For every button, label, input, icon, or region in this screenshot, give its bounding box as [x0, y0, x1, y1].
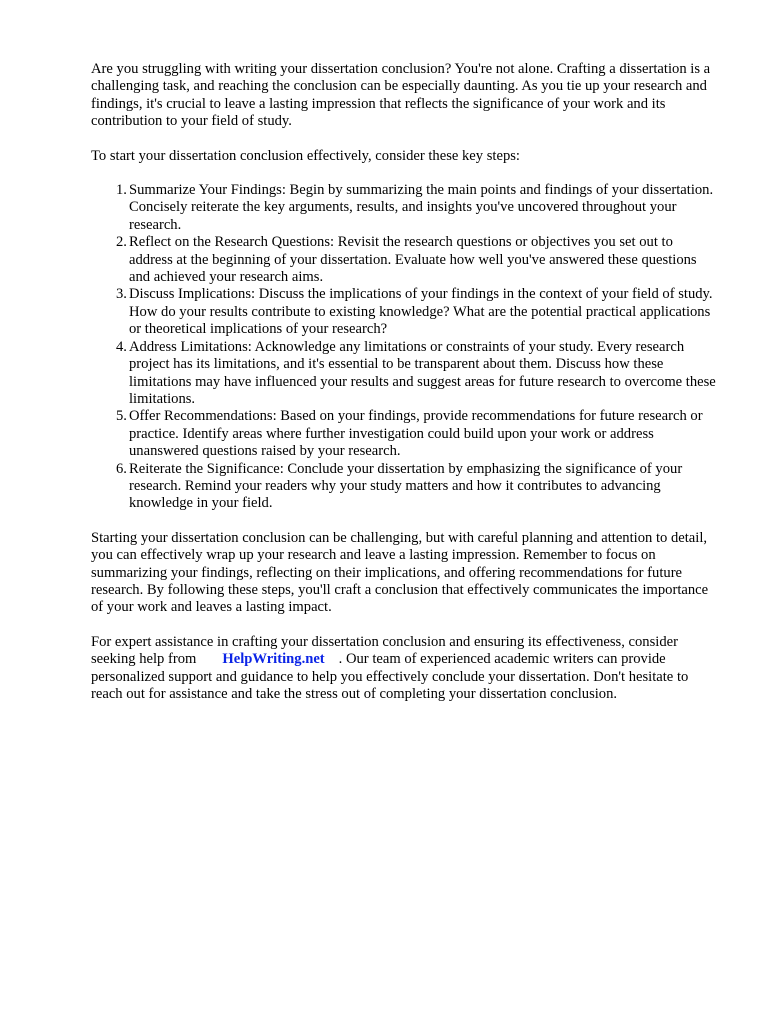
list-item-text: Address Limitations: Acknowledge any limitations or constraints of your study. Every research project has its limitations, and it's essential to be transparent about them. Discuss how these limitations may have influenced your results and suggest areas for future research to overcome these limitations.	[129, 338, 716, 407]
list-item	[91, 182, 723, 234]
steps-intro-paragraph: To start your dissertation conclusion effectively, consider these key steps:	[91, 147, 520, 164]
assistance-text-before: For expert assistance in crafting your dissertation conclusion and ensuring its effectiveness, consider seeking help from	[91, 633, 678, 668]
list-item	[91, 234, 723, 286]
list-item-text: Reflect on the Research Questions: Revisit the research questions or objectives you set out to address at the beginning of your dissertation. Evaluate how well you've answered these questions and achieved your research aims.	[129, 234, 697, 286]
list-item-number: 6.	[116, 460, 127, 477]
list-item-text: Discuss Implications: Discuss the implications of your findings in the context of your field of study. How do your results contribute to existing knowledge? What are the potential practical applications or theoretical implications of your research?	[129, 286, 713, 338]
list-item-number: 4.	[116, 338, 127, 355]
list-item-number: 5.	[116, 408, 127, 425]
closing-paragraph: Starting your dissertation conclusion can be challenging, but with careful planning and attention to detail, you can effectively wrap up your research and leave a lasting impression. Remember to focus on summarizing your findings, reflecting on their implications, and offering recommendations for future research. By following these steps, you'll craft a conclusion that effectively communicates the importance of your work and leaves a lasting impact.	[91, 529, 709, 616]
steps-list	[91, 182, 723, 513]
list-item-number: 3.	[116, 286, 127, 303]
list-item-text: Summarize Your Findings: Begin by summarizing the main points and findings of your dissertation. Concisely reiterate the key arguments, results, and insights you've uncovered throughout your research.	[129, 182, 714, 233]
helpwriting-link[interactable]: HelpWriting.net	[222, 651, 325, 668]
list-item-text: Offer Recommendations: Based on your findings, provide recommendations for future research or practice. Identify areas where further investigation could build upon your work or address unanswered questions raised by your research.	[129, 408, 703, 460]
list-item	[91, 286, 723, 338]
assistance-text-after: . Our team of experienced academic writers can provide personalized support and guidance to help you effectively conclude your dissertation. Don't hesitate to reach out for assistance and take the stress out of completing your dissertation conclusion.	[91, 651, 689, 702]
list-item-number: 1.	[116, 182, 127, 199]
document-page	[91, 61, 723, 720]
list-item	[91, 461, 723, 513]
list-item	[91, 339, 723, 409]
list-item-number: 2.	[116, 234, 127, 251]
intro-paragraph: Are you struggling with writing your dissertation conclusion? You're not alone. Crafting a dissertation is a challenging task, and reaching the conclusion can be especially daunting. As you tie up your research and findings, it's crucial to leave a lasting impression that reflects the significance of your work and its contribution to your field of study.	[91, 61, 711, 130]
list-item	[91, 408, 723, 460]
assistance-paragraph	[91, 634, 723, 704]
list-item-text: Reiterate the Significance: Conclude your dissertation by emphasizing the significance of your research. Remind your readers why your study matters and how it contributes to advancing knowledge in your field.	[129, 460, 683, 512]
